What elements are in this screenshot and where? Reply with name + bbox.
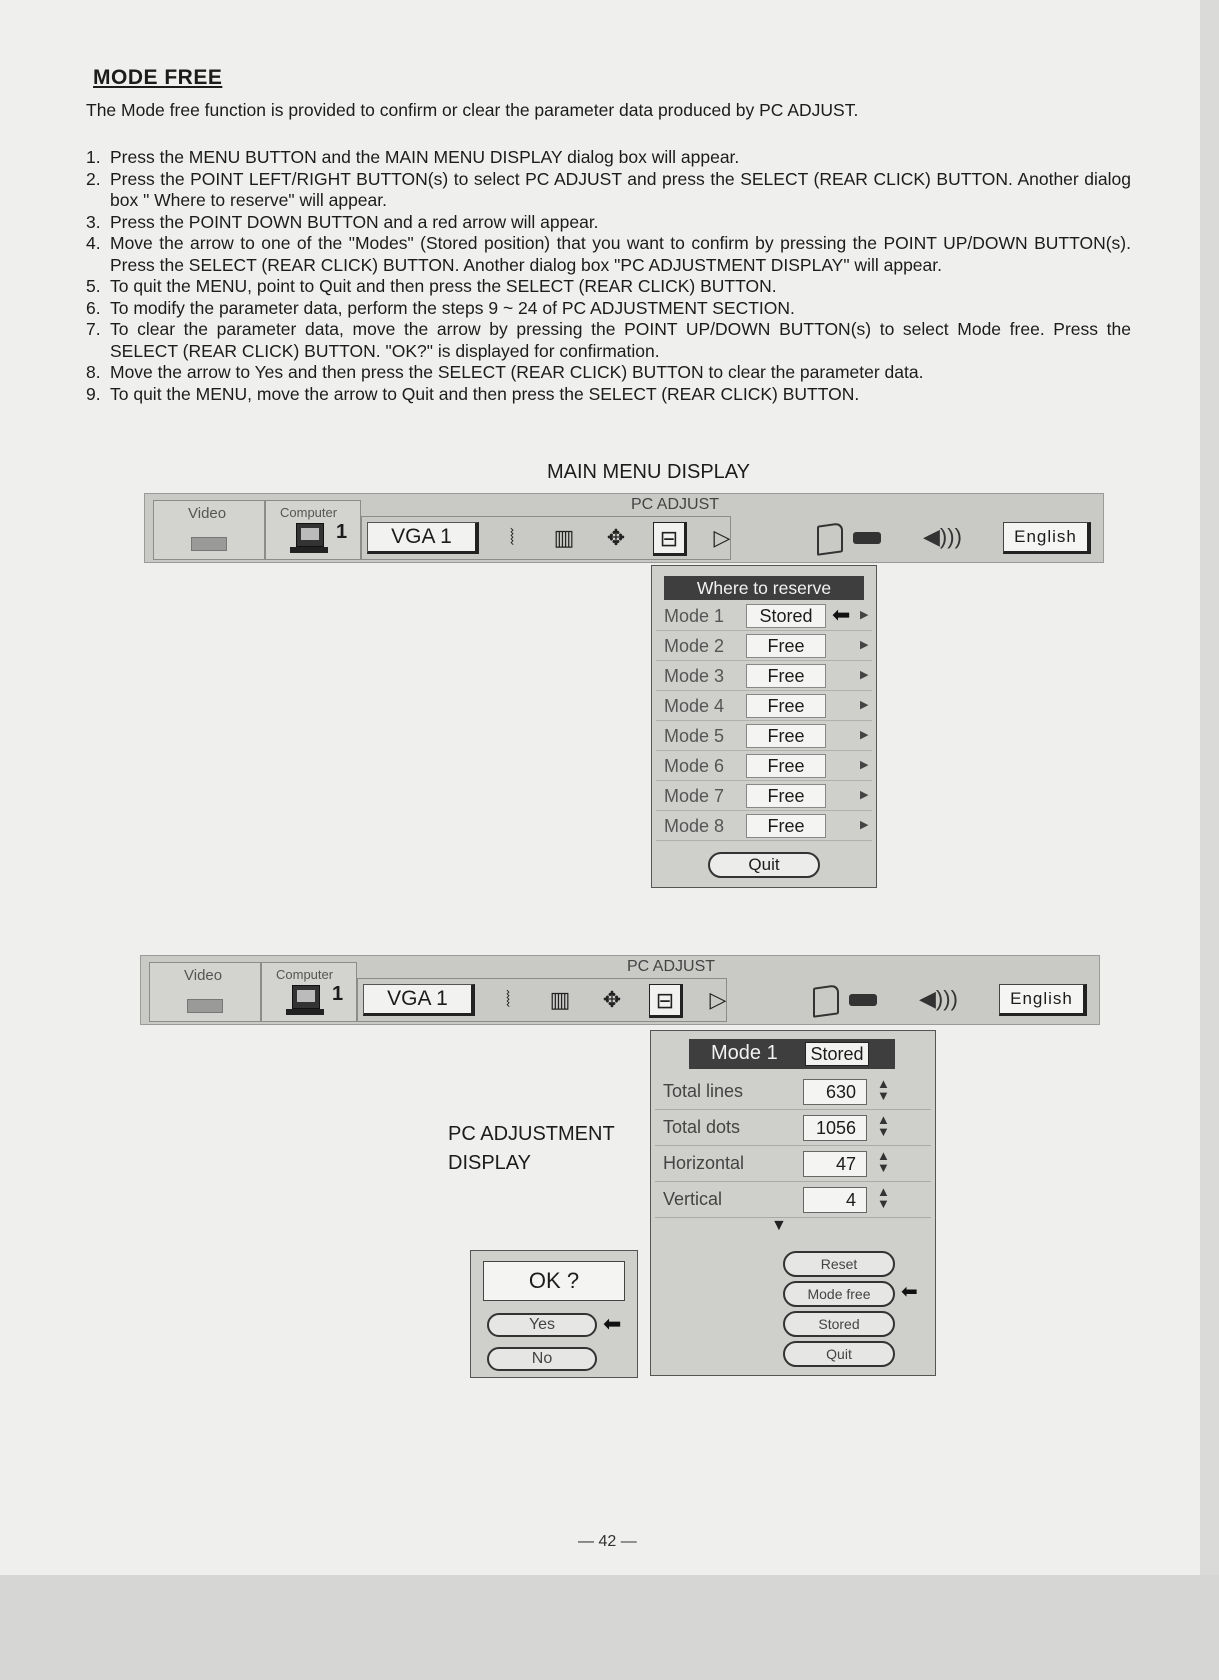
tab-video[interactable]	[153, 500, 265, 560]
pc-adjust-icon[interactable]: ⊟	[653, 522, 687, 556]
where-to-reserve-title: Where to reserve	[664, 576, 864, 600]
step-number: 2.	[86, 168, 101, 189]
step-item	[86, 276, 1131, 298]
tab-video-label: Video	[184, 967, 223, 984]
step-number: 1.	[86, 147, 101, 167]
image-mode-icon[interactable]: ▷	[713, 525, 731, 550]
pc-adjustment-caption-2: DISPLAY	[448, 1152, 531, 1174]
mode-row[interactable]	[656, 602, 872, 631]
mode-label: Mode 8	[664, 816, 725, 836]
quit-button[interactable]: Quit	[708, 852, 820, 878]
mode-row[interactable]	[656, 752, 872, 781]
step-number: 7.	[86, 319, 101, 339]
pc-adjustment-panel	[650, 1030, 936, 1376]
tab-computer-label: Computer	[280, 505, 338, 520]
sound-icon[interactable]: ◀)))	[919, 986, 958, 1011]
param-label: Total dots	[663, 1117, 741, 1137]
intro-text: The Mode free function is provided to confirm or clear the parameter data produced by PC ADJUST.	[86, 100, 859, 120]
step-item	[86, 147, 1131, 169]
computer-number: 1	[336, 521, 348, 543]
triangle-right-icon: ▶	[860, 639, 869, 651]
param-label: Vertical	[663, 1189, 723, 1209]
auto-pc-adj-icon[interactable]: ▥	[549, 987, 571, 1012]
stored-button[interactable]: Stored	[783, 1311, 895, 1337]
triangle-right-icon: ▶	[860, 729, 869, 741]
param-row[interactable]	[655, 1075, 931, 1110]
language-button[interactable]: English	[1003, 522, 1091, 554]
mode-row[interactable]	[656, 692, 872, 721]
pc-system-icon[interactable]: ⦚	[509, 525, 515, 550]
mode-value: Free	[746, 634, 826, 658]
triangle-right-icon: ▶	[860, 699, 869, 711]
triangle-right-icon: ▶	[860, 819, 869, 831]
step-number: 6.	[86, 297, 101, 318]
mode-label: Mode 1	[664, 606, 725, 626]
mode-row[interactable]	[656, 782, 872, 811]
computer-number: 1	[332, 983, 344, 1005]
mode-value: Free	[746, 664, 826, 688]
mode-row[interactable]	[656, 812, 872, 841]
step-text: Move the arrow to one of the "Modes" (Stored position) that you want to confirm by pressing the POINT UP/DOWN BUTTON(s). Press the SELECT (REAR CLICK) BUTTON. Another dialog box "PC ADJUSTMENT DISPLAY" will appear.	[110, 233, 1131, 275]
up-down-icon[interactable]: ▲ ▼	[877, 1184, 890, 1211]
param-value: 630	[803, 1079, 867, 1105]
step-number: 9.	[86, 383, 101, 404]
mode-value: Free	[746, 694, 826, 718]
pc-adjust-icon[interactable]: ⊟	[649, 984, 683, 1018]
step-item	[86, 169, 1131, 212]
tab-video[interactable]	[149, 962, 261, 1022]
step-number: 4.	[86, 233, 101, 253]
sound-icon[interactable]: ◀)))	[923, 524, 962, 549]
pc-system-icon[interactable]: ⦚	[505, 987, 511, 1012]
mode-value: Free	[746, 784, 826, 808]
tab-computer[interactable]	[265, 500, 361, 560]
mode-label: Mode 7	[664, 786, 725, 806]
position-icon[interactable]: ✥	[606, 525, 626, 550]
param-value: 47	[803, 1151, 867, 1177]
mode-free-button[interactable]: Mode free	[783, 1281, 895, 1307]
steps-list	[86, 147, 1131, 405]
reset-button[interactable]: Reset	[783, 1251, 895, 1277]
scan-bottom-strip	[0, 1575, 1219, 1680]
step-text: Move the arrow to Yes and then press the SELECT (REAR CLICK) BUTTON to clear the parameter data.	[110, 362, 924, 382]
screen-icon[interactable]	[813, 984, 839, 1018]
mode-value: Free	[746, 814, 826, 838]
step-item	[86, 319, 1131, 362]
mode-value: Stored	[746, 604, 826, 628]
mode-value: Free	[746, 754, 826, 778]
step-item	[86, 362, 1131, 384]
pointer-arrow-icon: ⬅	[832, 602, 851, 627]
quit-button[interactable]: Quit	[783, 1341, 895, 1367]
mode-label: Mode 4	[664, 696, 725, 716]
pointer-arrow-icon: ⬅	[901, 1281, 918, 1303]
up-down-icon[interactable]: ▲ ▼	[877, 1148, 890, 1175]
pointer-arrow-icon: ⬅	[603, 1311, 622, 1336]
step-text: Press the POINT LEFT/RIGHT BUTTON(s) to select PC ADJUST and press the SELECT (REAR CLICK) BUTTON. Another dialog box " Where to reserve" will appear.	[110, 168, 1131, 210]
computer-base-icon	[290, 547, 328, 553]
up-down-icon[interactable]: ▲ ▼	[877, 1112, 890, 1139]
mode-label: Mode 3	[664, 666, 725, 686]
source-select[interactable]: VGA 1	[367, 522, 479, 554]
main-menu-caption: MAIN MENU DISPLAY	[547, 461, 750, 483]
language-button[interactable]: English	[999, 984, 1087, 1016]
projector-icon[interactable]	[853, 532, 881, 544]
auto-pc-adj-icon[interactable]: ▥	[553, 525, 575, 550]
position-icon[interactable]: ✥	[602, 987, 622, 1012]
mode-status: Stored	[805, 1042, 869, 1066]
no-button[interactable]: No	[487, 1347, 597, 1371]
step-text: To clear the parameter data, move the arrow by pressing the POINT UP/DOWN BUTTON(s) to select Mode free. Press the SELECT (REAR CLICK) BUTTON. "OK?" is displayed for confirmation.	[110, 319, 1131, 361]
step-number: 8.	[86, 362, 101, 382]
pc-adjust-label: PC ADJUST	[631, 496, 720, 513]
triangle-right-icon: ▶	[860, 789, 869, 801]
page-edge	[1200, 0, 1219, 1575]
scroll-down-icon[interactable]: ▼	[771, 1217, 787, 1234]
up-down-icon[interactable]: ▲ ▼	[877, 1076, 890, 1103]
step-item	[86, 212, 1131, 234]
mode-name: Mode 1	[711, 1042, 778, 1064]
main-menu-bar	[144, 493, 1104, 563]
yes-button[interactable]: Yes	[487, 1313, 597, 1337]
screen-icon[interactable]	[817, 522, 843, 556]
step-text: To modify the parameter data, perform the steps 9 ~ 24 of PC ADJUSTMENT SECTION.	[110, 297, 795, 318]
tab-computer-label: Computer	[276, 967, 334, 982]
pc-adjustment-caption: PC ADJUSTMENT	[448, 1123, 615, 1145]
mode-label: Mode 5	[664, 726, 725, 746]
main-menu-bar-2	[140, 955, 1100, 1025]
section-title: MODE FREE	[93, 66, 223, 89]
param-row[interactable]	[655, 1147, 931, 1182]
page-number: — 42 —	[578, 1533, 637, 1550]
mode-row[interactable]	[656, 722, 872, 751]
param-label: Horizontal	[663, 1153, 745, 1173]
mode-label: Mode 2	[664, 636, 725, 656]
tab-video-label: Video	[188, 505, 227, 522]
vcr-icon	[191, 537, 227, 551]
pc-adjustment-header	[689, 1039, 895, 1069]
source-select[interactable]: VGA 1	[363, 984, 475, 1016]
param-label: Total lines	[663, 1081, 744, 1101]
tab-computer[interactable]	[261, 962, 357, 1022]
triangle-right-icon: ▶	[860, 759, 869, 771]
step-item	[86, 384, 1131, 406]
step-item	[86, 233, 1131, 276]
image-mode-icon[interactable]: ▷	[709, 987, 727, 1012]
computer-icon	[292, 985, 320, 1009]
step-text: Press the MENU BUTTON and the MAIN MENU DISPLAY dialog box will appear.	[110, 147, 740, 167]
step-item	[86, 298, 1131, 320]
mode-value: Free	[746, 724, 826, 748]
param-value: 4	[803, 1187, 867, 1213]
mode-row[interactable]	[656, 662, 872, 691]
triangle-right-icon: ▶	[860, 609, 869, 621]
computer-base-icon	[286, 1009, 324, 1015]
pc-adjust-label: PC ADJUST	[627, 958, 716, 975]
ok-dialog	[470, 1250, 638, 1378]
param-row[interactable]	[655, 1183, 931, 1218]
triangle-right-icon: ▶	[860, 669, 869, 681]
mode-label: Mode 6	[664, 756, 725, 776]
param-row[interactable]	[655, 1111, 931, 1146]
computer-icon	[296, 523, 324, 547]
ok-dialog-title: OK ?	[483, 1261, 625, 1301]
step-text: To quit the MENU, move the arrow to Quit and then press the SELECT (REAR CLICK) BUTTON.	[110, 383, 860, 404]
step-number: 5.	[86, 276, 101, 296]
step-text: Press the POINT DOWN BUTTON and a red arrow will appear.	[110, 211, 599, 232]
step-text: To quit the MENU, point to Quit and then press the SELECT (REAR CLICK) BUTTON.	[110, 276, 777, 296]
param-value: 1056	[803, 1115, 867, 1141]
vcr-icon	[187, 999, 223, 1013]
step-number: 3.	[86, 211, 101, 232]
mode-row[interactable]	[656, 632, 872, 661]
projector-icon[interactable]	[849, 994, 877, 1006]
where-to-reserve-panel	[651, 565, 877, 888]
